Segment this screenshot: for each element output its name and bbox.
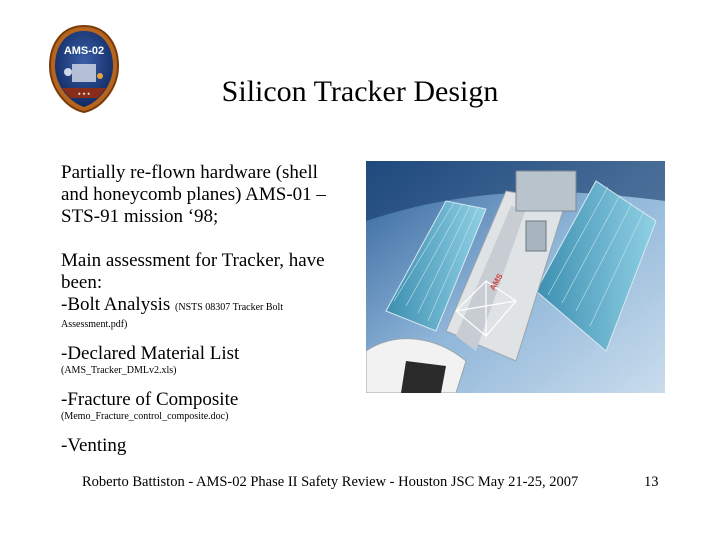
svg-text:AMS-02: AMS-02 xyxy=(63,45,105,57)
slide-title: Silicon Tracker Design xyxy=(221,75,499,108)
bolt-analysis-ref: (NSTS 08307 Tracker Bolt xyxy=(175,302,284,313)
bolt-analysis-label: -Bolt Analysis xyxy=(61,294,171,315)
material-list-ref: (AMS_Tracker_DMLv2.xls) xyxy=(61,365,177,376)
svg-text:★ ★ ★: ★ ★ ★ xyxy=(77,91,91,96)
slide-footer: Roberto Battiston - AMS-02 Phase II Safety Review - Houston JSC May 21-25, 2007 xyxy=(82,474,579,490)
text-line: STS-91 mission ‘98; xyxy=(61,206,219,227)
slide-body xyxy=(61,162,361,457)
text-line: and honeycomb planes) AMS-01 – xyxy=(61,184,326,205)
material-list-label: -Declared Material List xyxy=(61,343,240,364)
text-line: Partially re-flown hardware (shell xyxy=(61,162,318,183)
paragraph-assessment xyxy=(61,250,361,457)
text-line: Main assessment for Tracker, have xyxy=(61,250,325,271)
shuttle-cargo-bay-photo xyxy=(366,161,665,393)
paragraph-hardware xyxy=(61,162,361,228)
text-line: been: xyxy=(61,272,103,293)
fracture-composite-ref: (Memo_Fracture_control_composite.doc) xyxy=(61,411,229,422)
venting-label: -Venting xyxy=(61,435,127,456)
bolt-analysis-item xyxy=(61,294,361,319)
fracture-composite-label: -Fracture of Composite xyxy=(61,389,239,410)
page-number: 13 xyxy=(644,474,659,490)
cargo-label: AMS xyxy=(487,272,505,292)
bolt-analysis-ref2: Assessment.pdf) xyxy=(61,319,128,330)
